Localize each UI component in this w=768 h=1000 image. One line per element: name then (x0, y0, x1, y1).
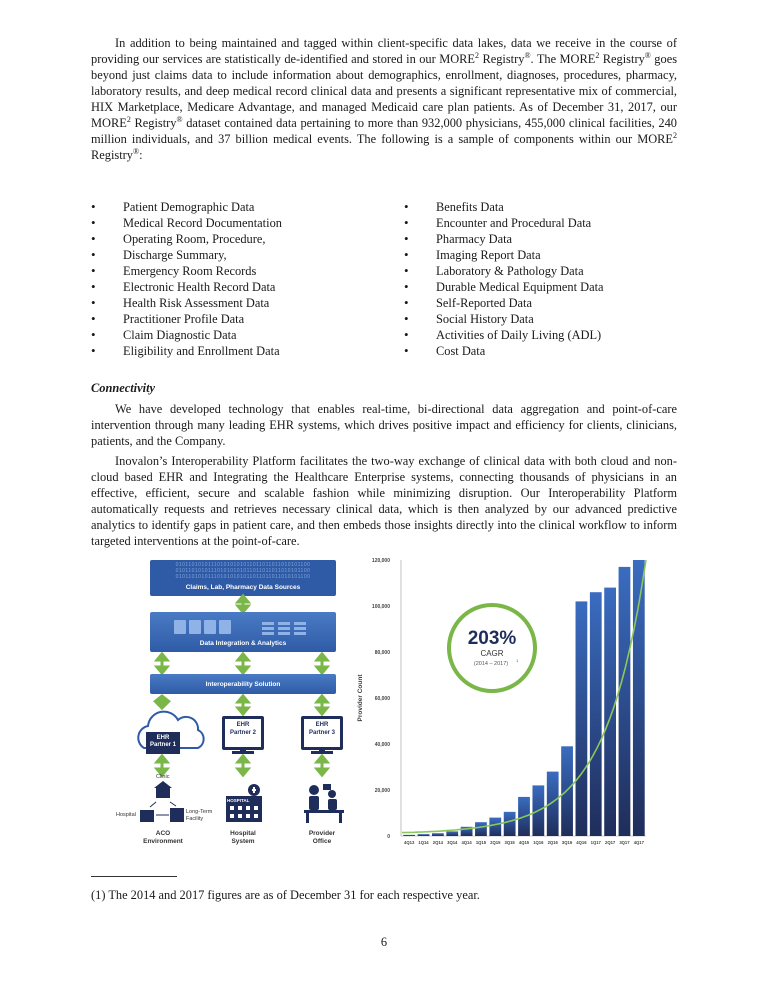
intro-paragraph: In addition to being maintained and tagged within client-specific data lakes, data we receive in the course of providing our services are statistically de-identified and stored in our MORE$^2$ Registry®. The MORE$^2$ Registry® goes beyond just claims data to include information about demographics, enrollment, diagnoses, procedures, pharmacy, laboratory results, and deep medical record clinical data and presents a significant representative mix of commercial, HIX Marketplace, Medicare Advantage, and managed Medicaid care plan patients. As of December 31, 2017, our MORE$^2$ Registry® dataset contained data pertaining to more than 932,000 physicians, 455,000 clinical facilities, 240 million individuals, and 37 billion medical events. The following is a sample of components within our MORE$^2$ Registry®: (91, 36, 678, 162)
footnote-rule (91, 876, 177, 877)
list-item: • Electronic Health Record Data (91, 279, 282, 295)
components-list-right (404, 199, 604, 359)
list-item: • Eligibility and Enrollment Data (91, 343, 282, 359)
bar (619, 567, 631, 836)
list-item: • Benefits Data (404, 199, 604, 215)
y-tick-label: 20,000 (374, 788, 390, 794)
x-tick-label: 4Q17 (633, 840, 644, 845)
list-item: • Operating Room, Procedure, (91, 231, 282, 247)
bar (432, 833, 444, 836)
ehr-partner-1 (146, 735, 180, 749)
binary-pattern: 010110101011101010101011011011011010101100 (175, 562, 311, 568)
binary-pattern-2: 010110101011101010101011011011011010101100 (175, 568, 311, 574)
bar (604, 588, 616, 836)
ltc-icon (170, 808, 184, 822)
y-tick-label: 80,000 (374, 650, 390, 656)
arrows-integration-interop (157, 654, 327, 673)
list-item: • Practitioner Profile Data (91, 311, 282, 327)
y-tick-label: 100,000 (371, 604, 390, 610)
list-item: • Social History Data (404, 311, 604, 327)
ehr-partner-2 (222, 716, 264, 750)
components-list-left (91, 199, 282, 359)
arrow-sources-integration (238, 596, 248, 612)
aco-environment-label (128, 830, 198, 846)
cagr-period: (2014 – 2017) (473, 661, 509, 667)
cagr-label: CAGR (480, 649, 504, 658)
hospital-system-label (208, 830, 278, 846)
bar (446, 831, 458, 836)
x-tick-label: 3Q14 (447, 840, 458, 845)
arrows-interop-ehr (157, 696, 327, 714)
cagr-value: 203% (467, 628, 517, 649)
cagr-footnote-marker: 1 (516, 658, 519, 663)
x-tick-label: 3Q16 (561, 840, 573, 845)
list-item: • Claim Diagnostic Data (91, 327, 282, 343)
ehr1-line2: Partner 1 (149, 742, 176, 748)
x-tick-label: 2Q15 (490, 840, 501, 845)
x-tick-label: 4Q16 (576, 840, 587, 845)
list-item: • Imaging Report Data (404, 247, 604, 263)
y-tick-label: 40,000 (374, 742, 390, 748)
x-tick-label: 1Q17 (590, 840, 601, 845)
y-tick-label: 0 (387, 834, 390, 840)
bar (590, 592, 602, 836)
section-heading-connectivity: Connectivity (91, 381, 156, 395)
x-tick-label: 2Q14 (432, 840, 444, 845)
clinic-label: Clinic (156, 774, 170, 780)
ehr1-line1: EHR (156, 735, 170, 741)
provider-count-chart (354, 552, 650, 852)
integration-label: Data Integration & Analytics (199, 640, 287, 647)
x-tick-label: 1Q14 (418, 840, 429, 845)
x-tick-label: 2Q17 (604, 840, 616, 845)
page-number: 6 (380, 935, 388, 949)
aco-line2: Environment (143, 838, 183, 845)
connectivity-paragraph-1: We have developed technology that enables real-time, bi-directional data aggregation and point-of-care intervention through many leading EHR systems, which drives positive impact and efficiency for clients, clinicians, patients, and the Company. (91, 402, 677, 448)
footnote: (1) The 2014 and 2017 figures are as of December 31 for each respective year. (91, 888, 480, 902)
bar (403, 835, 415, 836)
provider-office-icon (304, 784, 344, 823)
ehr3-line1: EHR (315, 722, 329, 728)
prov-line1: Provider (308, 830, 336, 837)
ehr-partner-3 (301, 716, 343, 750)
hosp-sys-line2: System (231, 838, 255, 845)
hospital-small-icon (140, 810, 154, 822)
provider-office-label (287, 830, 357, 846)
list-item: • Emergency Room Records (91, 263, 282, 279)
ltc-label (186, 809, 212, 823)
y-tick-label: 60,000 (374, 696, 390, 702)
binary-pattern-3: 010110101011101010101011011011011010101100 (175, 574, 311, 580)
x-tick-label: 3Q15 (504, 840, 515, 845)
ehr3-line2: Partner 3 (308, 730, 335, 736)
ltc-line2: Facility (186, 816, 204, 822)
ehr2-line2: Partner 2 (229, 730, 256, 736)
ehr2-line1: EHR (236, 722, 250, 728)
ltc-line1: Long-Term (186, 809, 213, 815)
x-tick-label: 2Q16 (547, 840, 558, 845)
connectivity-paragraph-2: Inovalon’s Interoperability Platform facilitates the two-way exchange of clinical data with both cloud and non-cloud based EHR and Integrating the Healthcare Enterprise systems, connecting thousands of physicians in an effective, efficient, secure and scalable fashion while minimizing disruption. Our Interoperability Platform automatically requests and retrieves necessary clinical data, which is then analyzed by our advanced predictive analytics to identify gaps in patient care, and then embeds those insights directly into the clinical workflow to inform targeted interventions at the point-of-care. (91, 454, 677, 548)
bar (489, 818, 501, 836)
x-tick-label: 1Q16 (533, 840, 544, 845)
x-tick-label: 4Q13 (404, 840, 415, 845)
hosp-sys-line1: Hospital (230, 830, 256, 837)
list-item: • Encounter and Procedural Data (404, 215, 604, 231)
hospital-small-label: Hospital (116, 812, 136, 818)
bar (475, 822, 487, 836)
bar (418, 834, 430, 836)
hospital-sign: HOSPITAL (227, 798, 250, 803)
diagram-graphics (114, 552, 354, 852)
x-tick-label: 3Q17 (619, 840, 630, 845)
y-tick-label: 120,000 (371, 558, 390, 564)
x-tick-label: 4Q15 (518, 840, 530, 845)
list-item: • Durable Medical Equipment Data (404, 279, 604, 295)
bar (547, 772, 559, 836)
list-item: • Discharge Summary, (91, 247, 282, 263)
interop-label: Interoperability Solution (205, 681, 281, 688)
aco-line1: ACO (155, 830, 171, 837)
x-tick-label: 4Q14 (461, 840, 472, 845)
bar (576, 601, 588, 836)
prov-line2: Office (312, 838, 332, 845)
list-item: • Laboratory & Pathology Data (404, 263, 604, 279)
x-tick-label: 1Q15 (475, 840, 487, 845)
interoperability-infographic (114, 552, 650, 852)
clinic-icon (154, 781, 172, 798)
list-item: • Patient Demographic Data (91, 199, 282, 215)
list-item: • Self-Reported Data (404, 295, 604, 311)
y-axis-label: Provider Count (357, 674, 364, 722)
list-item: • Pharmacy Data (404, 231, 604, 247)
bar (504, 812, 516, 836)
list-item: • Medical Record Documentation (91, 215, 282, 231)
data-sources-label: Claims, Lab, Pharmacy Data Sources (185, 584, 301, 591)
list-item: • Activities of Daily Living (ADL) (404, 327, 604, 343)
list-item: • Cost Data (404, 343, 604, 359)
arrows-ehr-sites (157, 756, 327, 775)
list-item: • Health Risk Assessment Data (91, 295, 282, 311)
